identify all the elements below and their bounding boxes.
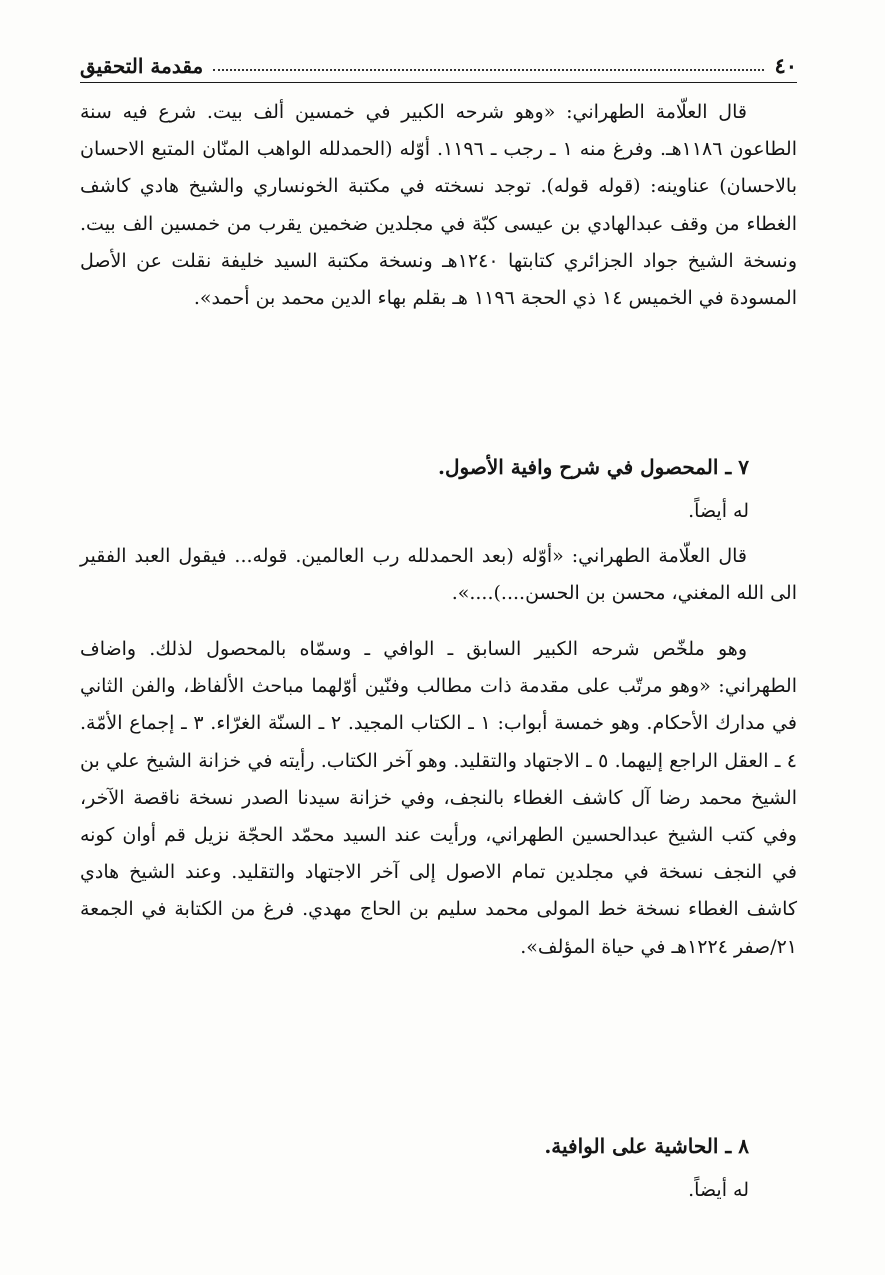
section-heading-7: ٧ ـ المحصول في شرح وافية الأصول. xyxy=(438,455,749,479)
section-subtitle-7: له أيضاً. xyxy=(688,500,749,522)
running-title: مقدمة التحقيق xyxy=(80,54,204,78)
section-subtitle-8: له أيضاً. xyxy=(688,1179,749,1201)
book-page xyxy=(80,0,797,1275)
running-header xyxy=(80,38,797,83)
paragraph-tehrani-quote-wafi: قال العلّامة الطهراني: «وهو شرحه الكبير في خمسين ألف بيت. شرع فيه سنة الطاعون ١١٨٦هـ. وفرغ منه ١ ـ رجب ـ ١١٩٦. أوّله (الحمدلله الواهب المنّان المتبع الاحسان بالاحسان) عناوينه: (قوله قوله). توجد نسخته في مكتبة الخونساري والشيخ هادي كاشف الغطاء من وقف عبدالهادي بن عيسى كبّة في مجلدين ضخمين يقرب من خمسين الف بيت. ونسخة الشيخ جواد الجزائري كتابتها ١٢٤٠هـ ونسخة مكتبة السيد خليفة نقلت عن الأصل المسودة في الخميس ١٤ ذي الحجة ١١٩٦ هـ بقلم بهاء الدين محمد بن أحمد». xyxy=(80,101,797,310)
paragraph-tehrani-quote-mahsul: قال العلّامة الطهراني: «أوّله (بعد الحمدلله رب العالمين. قوله... فيقول العبد الفقير الى الله المغني، محسن بن الحسن....)....». xyxy=(80,545,797,605)
page-number: ٤٠ xyxy=(774,53,797,78)
dot-leader xyxy=(213,69,764,71)
section-heading-8: ٨ ـ الحاشية على الوافية. xyxy=(544,1134,749,1158)
paragraph-mahsul-description: وهو ملخّص شرحه الكبير السابق ـ الوافي ـ وسمّاه بالمحصول لذلك. واضاف الطهراني: «وهو مرتّب على مقدمة ذات مطالب وفنّين أوّلهما مباحث الألفاظ، والفن الثاني في مدارك الأحكام. وهو خمسة أبواب: ١ ـ الكتاب المجيد. ٢ ـ السنّة الغرّاء. ٣ ـ إجماع الأمّة. ٤ ـ العقل الراجع إليهما. ٥ ـ الاجتهاد والتقليد. وهو آخر الكتاب. رأيته في خزانة الشيخ علي بن الشيخ محمد رضا آل كاشف الغطاء بالنجف، وفي خزانة سيدنا الصدر نسخة ناقصة الآخر، وفي كتب الشيخ عبدالحسين الطهراني، ورأيت عند السيد محمّد الحجّة نزيل قم أوان كونه في النجف نسخة في مجلدين تمام الاصول إلى آخر الاجتهاد والتقليد. وعند الشيخ هادي كاشف الغطاء نسخة خط المولى محمد سليم بن الحاج مهدي. فرغ من الكتابة في الجمعة ٢١/صفر ١٢٢٤هـ في حياة المؤلف». xyxy=(80,638,798,958)
